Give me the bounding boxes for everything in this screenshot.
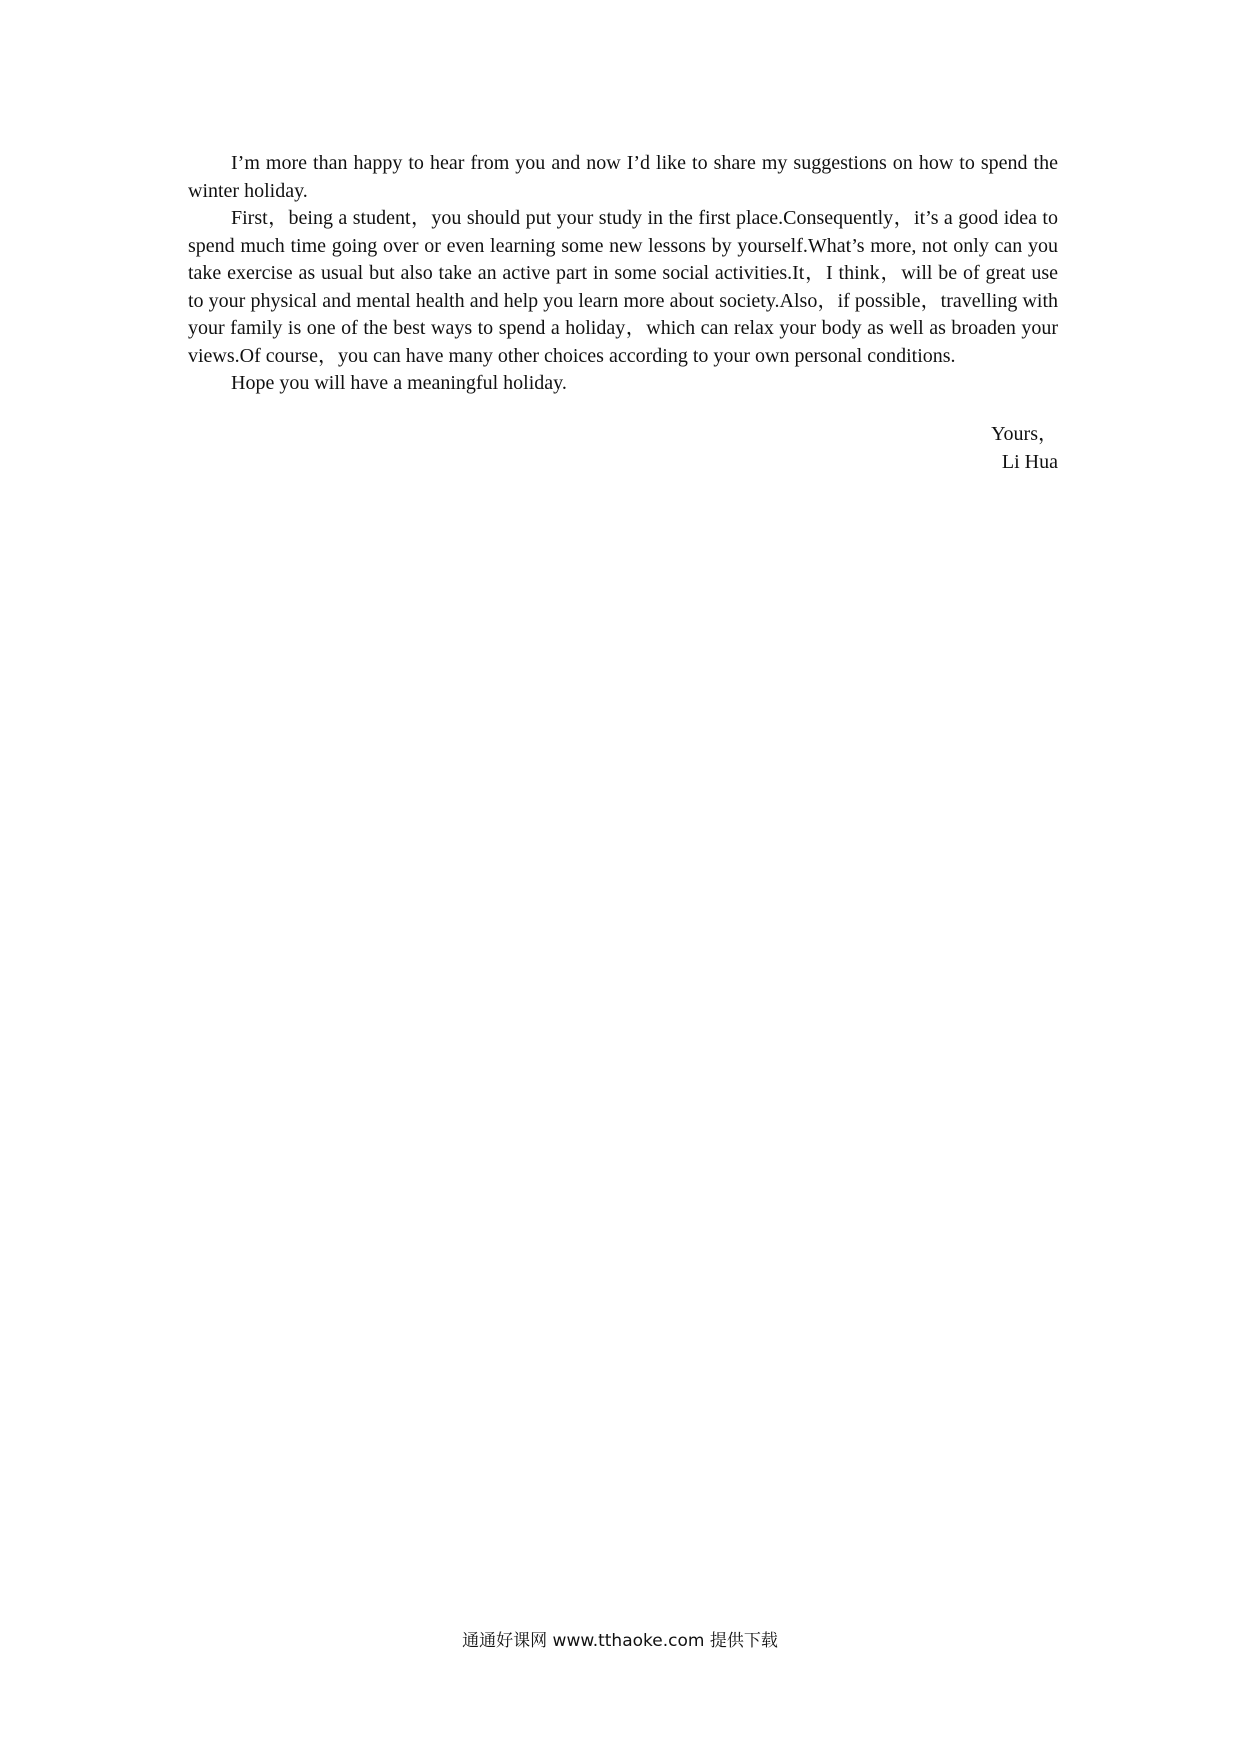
letter-paragraph-suggestions: First，being a student，you should put your study in the first place.Consequently，it’s a good idea to spend much time going over or even learning some new lessons by yourself.What’s more, not only can you take exercise as usual but also take an active part in some social activities.It，I think，will be of great use to your physical and mental health and help you learn more about society.Also，if possible，travelling with your family is one of the best ways to spend a holiday，which can relax your body as well as broaden your views.Of course，you can have many other choices according to your own personal conditions. bbox=[188, 207, 1058, 367]
letter-closing-block bbox=[900, 421, 1058, 476]
letter-signature: Li Hua bbox=[1001, 450, 1058, 473]
letter-body bbox=[188, 150, 1058, 398]
letter-closing: Yours， bbox=[991, 423, 1058, 445]
page-footer: 通通好课网 www.tthaoke.com 提供下载 bbox=[462, 1631, 778, 1651]
letter-paragraph-wish: Hope you will have a meaningful holiday. bbox=[231, 372, 567, 394]
letter-paragraph-opening: I’m more than happy to hear from you and now I’d like to share my suggestions on how to spend the winter holiday. bbox=[188, 152, 1058, 202]
